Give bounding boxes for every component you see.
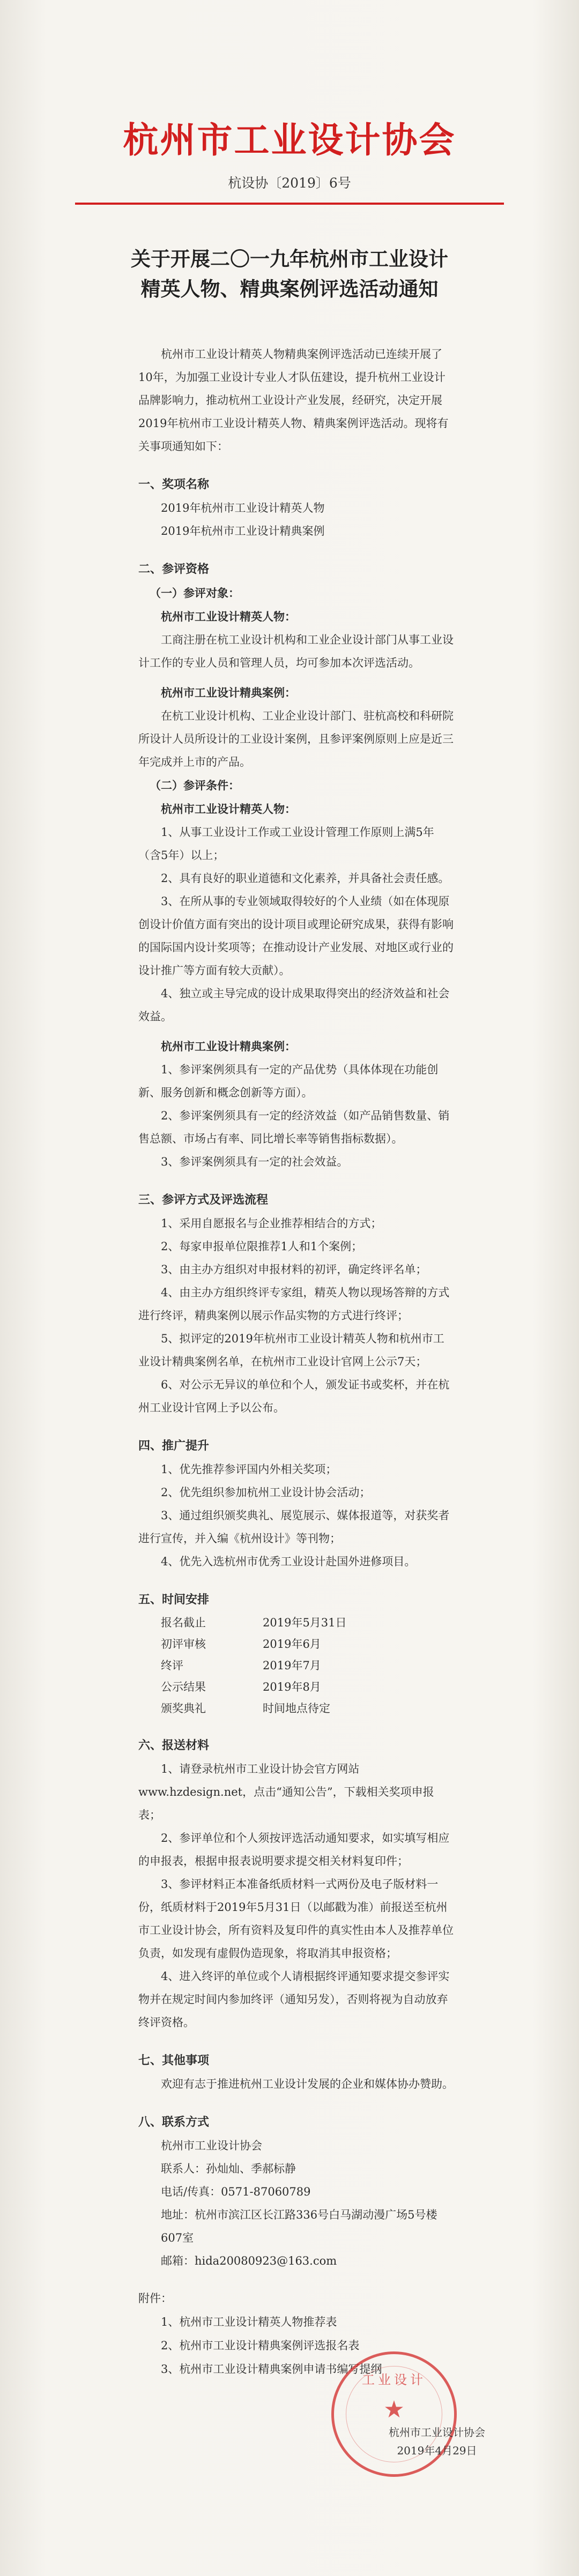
cond-person-item: 1、从事工业设计工作或工业设计管理工作原则上满5年（含5年）以上； [138,826,434,862]
signature-date: 2019年4月29日 [397,2444,477,2457]
section-3-heading: 三、参评方式及评选流程 [138,1193,269,1207]
document-number: 杭设协〔2019〕6号 [228,175,351,191]
signature-org: 杭州市工业设计协会 [389,2426,485,2439]
section-6-heading: 六、报送材料 [138,1738,210,1752]
cond-person-label: 杭州市工业设计精英人物： [161,802,296,816]
schedule-value: 2019年6月 [263,1638,321,1651]
other-matters-text: 欢迎有志于推进杭州工业设计发展的企业和媒体协办赞助。 [161,2078,454,2090]
person-label: 杭州市工业设计精英人物： [161,610,296,623]
cond-case-label: 杭州市工业设计精典案例： [161,1040,296,1053]
schedule-row [138,1676,455,1698]
schedule-row [138,1633,455,1655]
sub-heading-targets: （一）参评对象： [150,586,240,600]
annex-label: 附件： [138,2292,172,2305]
process-item: 3、由主办方组织对申报材料的初评，确定终评名单； [161,1263,427,1276]
annex-item: 1、杭州市工业设计精英人物推荐表 [161,2316,337,2328]
schedule-value: 2019年5月31日 [263,1616,347,1629]
red-divider-line [75,203,504,205]
document-title [0,244,579,304]
materials-item: 1、请登录杭州市工业设计协会官方网站www.hzdesign.net，点击“通知公告”，下载相关奖项申报表； [138,1763,434,1821]
schedule-value: 2019年7月 [263,1659,321,1672]
materials-item: 2、参评单位和个人须按评选活动通知要求，如实填写相应的申报表，根据申报表说明要求提交相关材料复印件； [138,1832,450,1868]
schedule-label: 公示结果 [161,1681,206,1693]
cond-case-item: 1、参评案例须具有一定的产品优势（具体体现在功能创新、服务创新和概念创新等方面）。 [138,1063,439,1099]
cond-person-item: 4、独立或主导完成的设计成果取得突出的经济效益和社会效益。 [138,987,450,1023]
case-text: 在杭工业设计机构、工业企业设计部门、驻杭高校和科研院所设计人员所设计的工业设计案例，且参评案例原则上应是近三年完成并上市的产品。 [138,710,454,768]
process-item: 4、由主办方组织终评专家组，精英人物以现场答辩的方式进行终评，精典案例以展示作品实物的方式进行终评； [138,1286,450,1322]
schedule-row [138,1655,455,1676]
process-item: 5、拟评定的2019年杭州市工业设计精英人物和杭州市工业设计精典案例名单，在杭州市工业设计官网上公示7天； [138,1332,444,1368]
title-line-1: 关于开展二〇一九年杭州市工业设计 [131,247,448,271]
section-8-heading: 八、联系方式 [138,2115,210,2129]
award-item-2: 2019年杭州市工业设计精典案例 [161,525,325,537]
schedule-label: 颁奖典礼 [161,1702,206,1715]
materials-item: 3、参评材料正本准备纸质材料一式两份及电子版材料一份，纸质材料于2019年5月31日（以邮戳为准）前报送至杭州市工业设计协会，所有资料及复印件的真实性由本人及推荐单位负责，如发现有虚假伪造现象，将取消其申报资格； [138,1878,454,1960]
schedule-label: 报名截止 [161,1616,206,1629]
section-7-heading: 七、其他事项 [138,2054,210,2067]
schedule-value: 时间地点待定 [263,1702,330,1715]
contact-email: 邮箱：hida20080923@163.com [161,2254,337,2267]
annex-item: 2、杭州市工业设计精典案例评选报名表 [161,2339,360,2352]
materials-item: 4、进入终评的单位或个人请根据终评通知要求提交参评实物并在规定时间内参加终评（通知另发），否则将视为自动放弃终评资格。 [138,1970,450,2029]
contact-phone: 电话/传真：0571-87060789 [161,2185,311,2198]
title-line-2: 精英人物、精典案例评选活动通知 [140,277,439,301]
case-label: 杭州市工业设计精典案例： [161,686,296,699]
schedule-label: 终评 [161,1659,183,1672]
section-2-heading: 二、参评资格 [138,562,210,576]
cond-case-item: 2、参评案例须具有一定的经济效益（如产品销售数量、销售总额、市场占有率、同比增长率等销售指标数据）。 [138,1109,450,1145]
contact-org: 杭州市工业设计协会 [161,2139,262,2152]
promotion-item: 4、优先入选杭州市优秀工业设计赴国外进修项目。 [161,1555,416,1568]
annex-item: 3、杭州市工业设计精典案例申请书编写提纲 [161,2363,382,2376]
promotion-item: 2、优先组织参加杭州工业设计协会活动； [161,1486,371,1499]
contact-person: 联系人：孙灿灿、季郝标静 [161,2162,296,2175]
sub-heading-conditions: （二）参评条件： [150,779,240,792]
document-body [138,343,455,2381]
intro-paragraph: 杭州市工业设计精英人物精典案例评选活动已连续开展了10年，为加强工业设计专业人才队伍建设，提升杭州工业设计品牌影响力，推动杭州工业设计产业发展，经研究，决定开展2019年杭州市工业设计精英人物、精典案例评选活动。现将有关事项通知如下： [138,348,449,453]
person-text: 工商注册在杭工业设计机构和工业企业设计部门从事工业设计工作的专业人员和管理人员，均可参加本次评选活动。 [138,633,454,669]
schedule-value: 2019年8月 [263,1681,321,1693]
org-letterhead: 杭州市工业设计协会 [123,119,456,161]
process-item: 6、对公示无异议的单位和个人，颁发证书或奖杯，并在杭州工业设计官网上予以公布。 [138,1378,450,1414]
cond-case-item: 3、参评案例须具有一定的社会效益。 [161,1155,348,1168]
section-5-heading: 五、时间安排 [138,1593,210,1607]
promotion-item: 3、通过组织颁奖典礼、展览展示、媒体报道等，对获奖者进行宣传，并入编《杭州设计》等刊物； [138,1509,450,1545]
promotion-item: 1、优先推荐参评国内外相关奖项； [161,1463,337,1476]
seal-text: 工业设计 [362,2372,426,2387]
award-item-1: 2019年杭州市工业设计精英人物 [161,502,325,514]
process-item: 2、每家申报单位限推荐1人和1个案例； [161,1240,363,1253]
cond-person-item: 2、具有良好的职业道德和文化素养，并具备社会责任感。 [161,872,450,885]
process-item: 1、采用自愿报名与企业推荐相结合的方式； [161,1217,382,1230]
contact-address: 地址：杭州市滨江区长江路336号白马湖动漫广场5号楼607室 [161,2208,437,2244]
seal-star-icon: ★ [383,2396,405,2423]
section-1-heading: 一、奖项名称 [138,477,210,491]
schedule-label: 初评审核 [161,1638,206,1651]
schedule-row [138,1612,455,1633]
section-4-heading: 四、推广提升 [138,1439,210,1453]
cond-person-item: 3、在所从事的专业领域取得较好的个人业绩（如在体现原创设计价值方面有突出的设计项目或理论研究成果，获得有影响的国际国内设计奖项等；在推动设计产业发展、对地区或行业的设计推广等方面有较大贡献）。 [138,895,454,977]
schedule-row [138,1698,455,1719]
signature-block [375,2423,499,2460]
